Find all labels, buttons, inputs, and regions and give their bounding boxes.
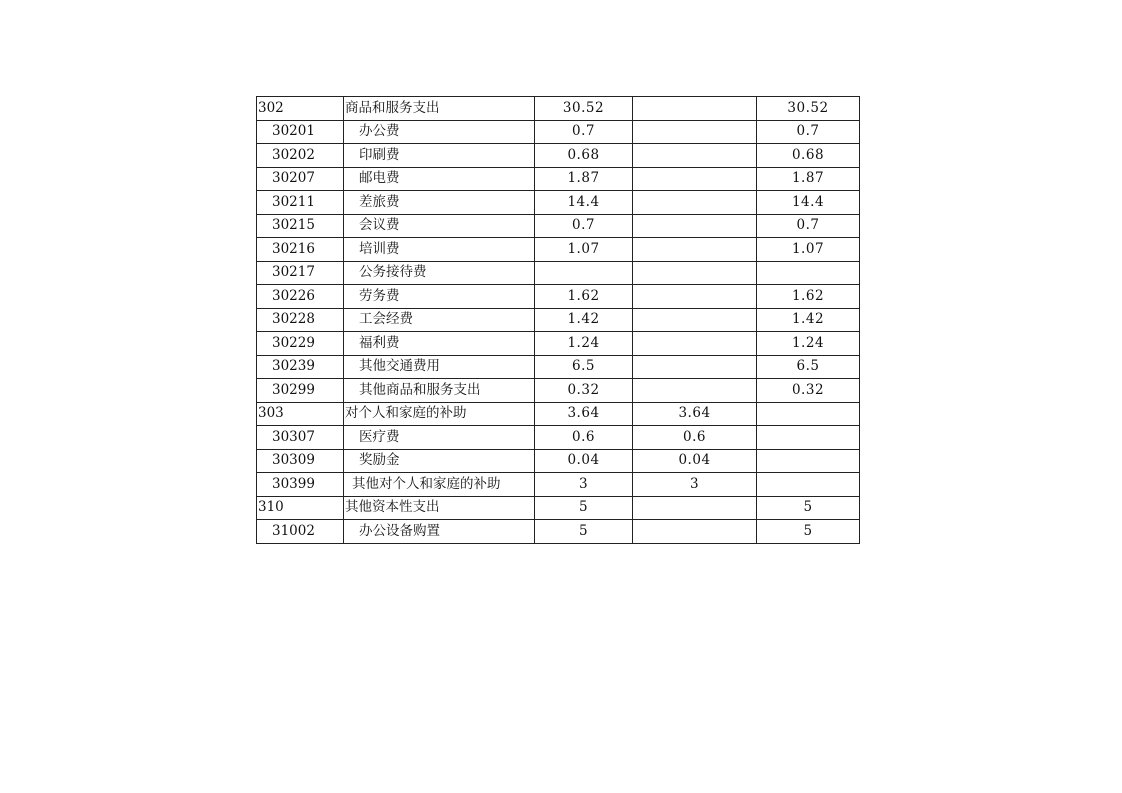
public-amount-cell (757, 473, 860, 497)
personnel-amount-cell (633, 520, 757, 544)
public-amount-cell: 1.87 (757, 167, 860, 191)
table-body (257, 97, 860, 544)
economic-code-cell: 303 (257, 402, 344, 426)
expenditure-table (256, 96, 860, 544)
item-name-cell: 奖励金 (344, 449, 535, 473)
economic-code-cell: 30399 (257, 473, 344, 497)
personnel-amount-cell (633, 285, 757, 309)
total-amount-cell: 1.07 (535, 238, 633, 262)
economic-code-cell: 30207 (257, 167, 344, 191)
public-amount-cell: 1.62 (757, 285, 860, 309)
table-row (257, 402, 860, 426)
table-row (257, 285, 860, 309)
economic-code-cell: 30309 (257, 449, 344, 473)
personnel-amount-cell (633, 144, 757, 168)
economic-code-cell: 30211 (257, 191, 344, 215)
total-amount-cell: 0.04 (535, 449, 633, 473)
total-amount-cell: 0.7 (535, 214, 633, 238)
table-row (257, 308, 860, 332)
public-amount-cell: 1.07 (757, 238, 860, 262)
total-amount-cell: 0.68 (535, 144, 633, 168)
personnel-amount-cell (633, 496, 757, 520)
table-row (257, 144, 860, 168)
public-amount-cell: 0.68 (757, 144, 860, 168)
personnel-amount-cell (633, 355, 757, 379)
table-row (257, 214, 860, 238)
personnel-amount-cell (633, 97, 757, 121)
economic-code-cell: 30229 (257, 332, 344, 356)
economic-code-cell: 30217 (257, 261, 344, 285)
public-amount-cell (757, 449, 860, 473)
table-row (257, 120, 860, 144)
item-name-cell: 办公设备购置 (344, 520, 535, 544)
item-name-cell: 培训费 (344, 238, 535, 262)
item-name-cell: 办公费 (344, 120, 535, 144)
economic-code-cell: 30226 (257, 285, 344, 309)
personnel-amount-cell (633, 308, 757, 332)
item-name-cell: 福利费 (344, 332, 535, 356)
table-row (257, 332, 860, 356)
item-name-cell: 公务接待费 (344, 261, 535, 285)
public-amount-cell: 1.24 (757, 332, 860, 356)
economic-code-cell: 30239 (257, 355, 344, 379)
personnel-amount-cell (633, 120, 757, 144)
table-row (257, 449, 860, 473)
personnel-amount-cell (633, 167, 757, 191)
item-name-cell: 其他对个人和家庭的补助 (344, 473, 535, 497)
personnel-amount-cell (633, 332, 757, 356)
table-row (257, 355, 860, 379)
personnel-amount-cell (633, 191, 757, 215)
item-name-cell: 邮电费 (344, 167, 535, 191)
economic-code-cell: 310 (257, 496, 344, 520)
table-row (257, 379, 860, 403)
item-name-cell: 对个人和家庭的补助 (344, 402, 535, 426)
table-row (257, 238, 860, 262)
total-amount-cell: 1.42 (535, 308, 633, 332)
personnel-amount-cell (633, 238, 757, 262)
total-amount-cell: 14.4 (535, 191, 633, 215)
public-amount-cell: 5 (757, 496, 860, 520)
personnel-amount-cell: 3.64 (633, 402, 757, 426)
total-amount-cell (535, 261, 633, 285)
table-row (257, 496, 860, 520)
table-row (257, 261, 860, 285)
item-name-cell: 医疗费 (344, 426, 535, 450)
total-amount-cell: 1.62 (535, 285, 633, 309)
public-amount-cell: 14.4 (757, 191, 860, 215)
public-amount-cell (757, 426, 860, 450)
table-row (257, 97, 860, 121)
total-amount-cell: 5 (535, 496, 633, 520)
total-amount-cell: 3 (535, 473, 633, 497)
economic-code-cell: 30307 (257, 426, 344, 450)
public-amount-cell: 0.7 (757, 120, 860, 144)
economic-code-cell: 31002 (257, 520, 344, 544)
personnel-amount-cell: 0.6 (633, 426, 757, 450)
economic-code-cell: 30202 (257, 144, 344, 168)
public-amount-cell: 1.42 (757, 308, 860, 332)
economic-code-cell: 30228 (257, 308, 344, 332)
economic-code-cell: 30201 (257, 120, 344, 144)
total-amount-cell: 0.6 (535, 426, 633, 450)
item-name-cell: 工会经费 (344, 308, 535, 332)
public-amount-cell: 0.7 (757, 214, 860, 238)
total-amount-cell: 1.24 (535, 332, 633, 356)
item-name-cell: 劳务费 (344, 285, 535, 309)
total-amount-cell: 0.7 (535, 120, 633, 144)
total-amount-cell: 3.64 (535, 402, 633, 426)
item-name-cell: 其他资本性支出 (344, 496, 535, 520)
public-amount-cell: 30.52 (757, 97, 860, 121)
economic-code-cell: 30216 (257, 238, 344, 262)
item-name-cell: 商品和服务支出 (344, 97, 535, 121)
public-amount-cell: 5 (757, 520, 860, 544)
personnel-amount-cell: 3 (633, 473, 757, 497)
item-name-cell: 差旅费 (344, 191, 535, 215)
public-amount-cell (757, 402, 860, 426)
total-amount-cell: 5 (535, 520, 633, 544)
personnel-amount-cell (633, 379, 757, 403)
item-name-cell: 印刷费 (344, 144, 535, 168)
total-amount-cell: 1.87 (535, 167, 633, 191)
economic-code-cell: 302 (257, 97, 344, 121)
table-row (257, 473, 860, 497)
public-amount-cell: 0.32 (757, 379, 860, 403)
table-row (257, 191, 860, 215)
total-amount-cell: 6.5 (535, 355, 633, 379)
total-amount-cell: 0.32 (535, 379, 633, 403)
table-row (257, 167, 860, 191)
personnel-amount-cell: 0.04 (633, 449, 757, 473)
personnel-amount-cell (633, 261, 757, 285)
personnel-amount-cell (633, 214, 757, 238)
economic-code-cell: 30215 (257, 214, 344, 238)
item-name-cell: 其他交通费用 (344, 355, 535, 379)
public-amount-cell (757, 261, 860, 285)
table-row (257, 426, 860, 450)
economic-code-cell: 30299 (257, 379, 344, 403)
item-name-cell: 其他商品和服务支出 (344, 379, 535, 403)
table-row (257, 520, 860, 544)
public-amount-cell: 6.5 (757, 355, 860, 379)
item-name-cell: 会议费 (344, 214, 535, 238)
total-amount-cell: 30.52 (535, 97, 633, 121)
